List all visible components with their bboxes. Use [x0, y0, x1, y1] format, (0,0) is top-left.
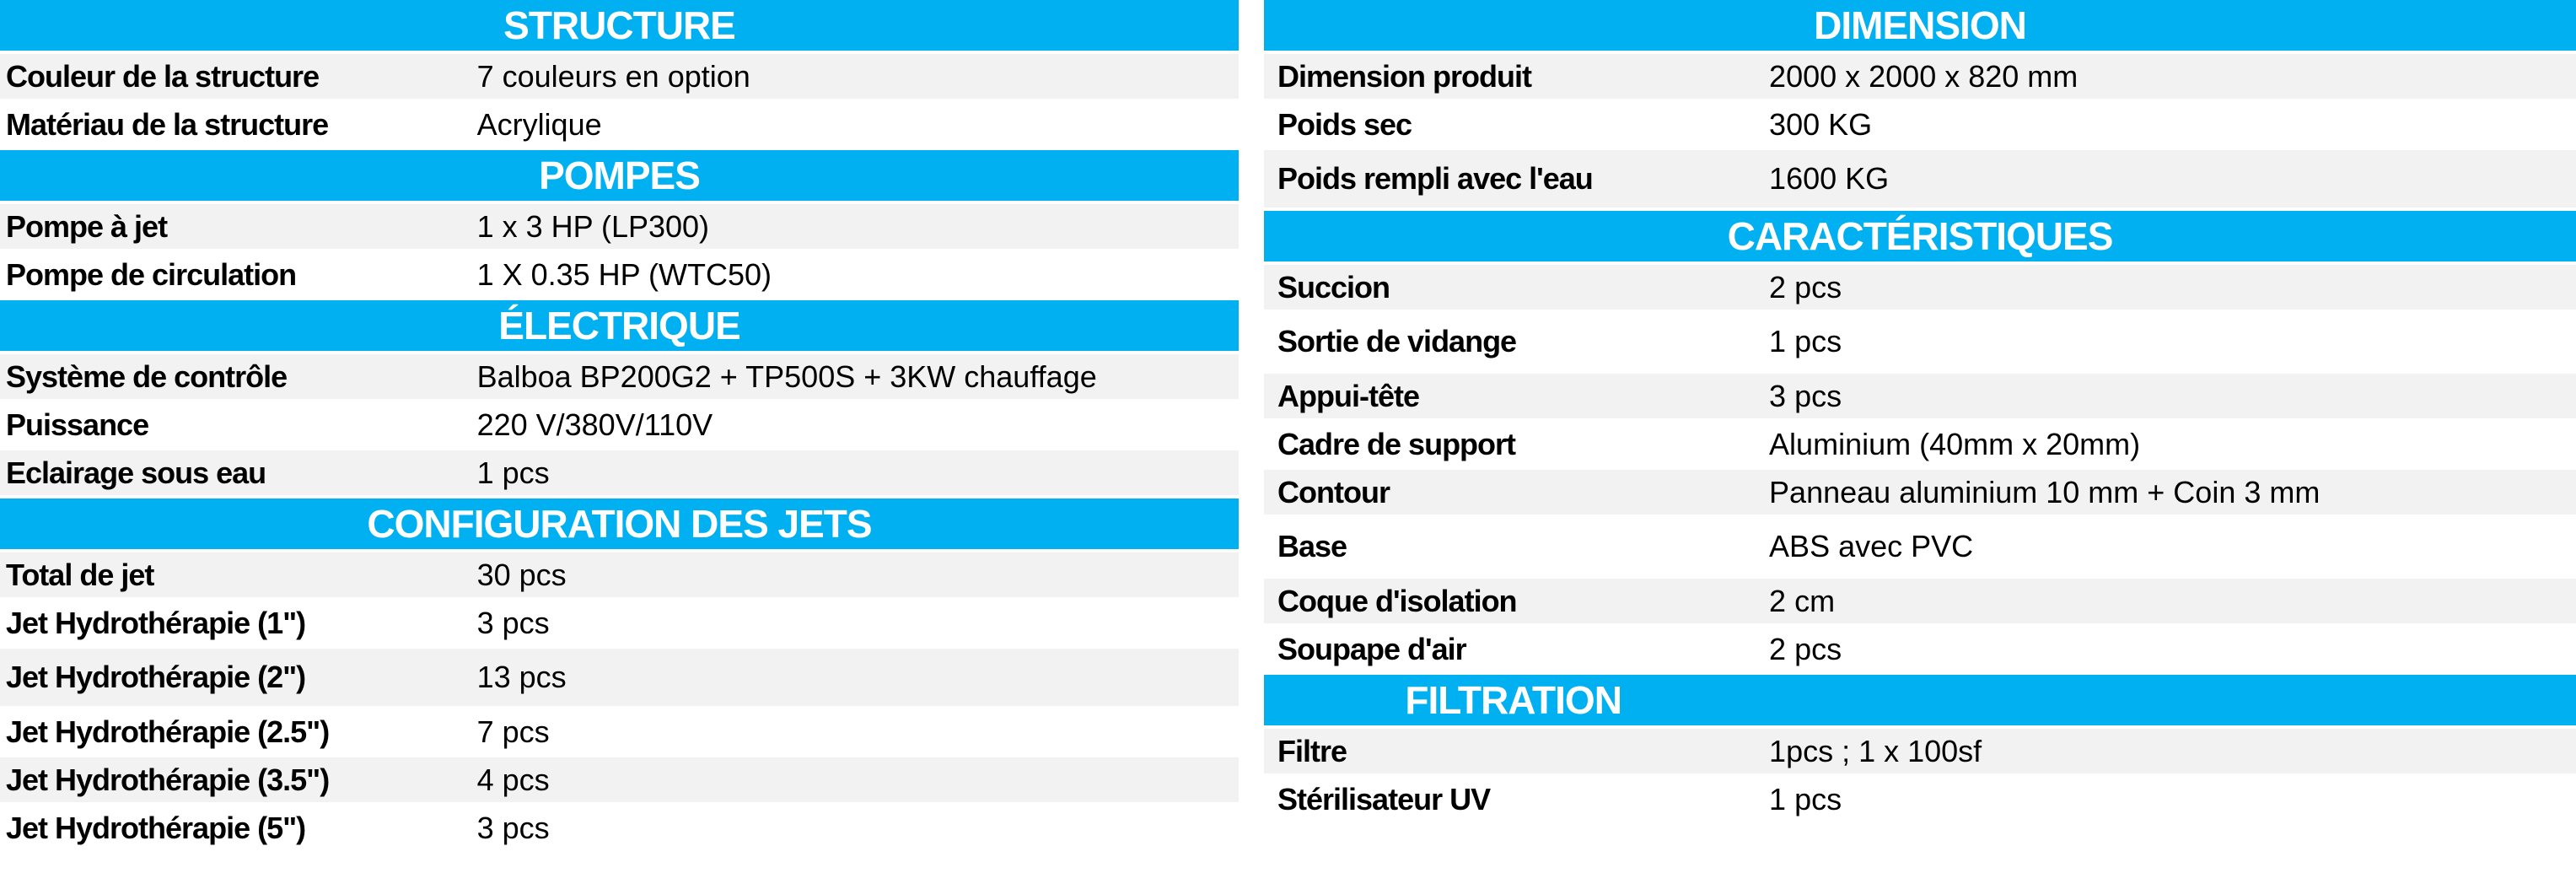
spec-label: Jet Hydrothérapie (2.5") — [6, 714, 330, 749]
spec-value: 2000 x 2000 x 820 mm — [1769, 58, 2079, 94]
section-header — [1264, 675, 2576, 729]
spec-label: Stérilisateur UV — [1277, 781, 1491, 816]
section-title: POMPES — [539, 154, 700, 197]
spec-value: 1pcs ; 1 x 100sf — [1769, 733, 1982, 768]
spec-label: Coque d'isolation — [1277, 583, 1517, 618]
right-spec-table — [1264, 0, 2576, 854]
section-header — [0, 498, 1239, 552]
spec-value: 4 pcs — [476, 762, 550, 797]
spec-row — [0, 450, 1239, 498]
spec-value: 2 cm — [1769, 583, 1836, 618]
spec-row — [1264, 729, 2576, 777]
section-header — [0, 0, 1239, 54]
spec-value: 1 pcs — [1769, 781, 1842, 816]
spec-label: Poids sec — [1277, 106, 1412, 142]
section-header — [1264, 211, 2576, 265]
spec-label: Succion — [1277, 269, 1390, 304]
spec-label: Base — [1277, 529, 1347, 563]
spec-row — [1264, 470, 2576, 518]
spec-value: 300 KG — [1769, 106, 1873, 142]
spec-value: 1600 KG — [1769, 161, 1890, 196]
spec-value: 1 pcs — [476, 455, 550, 490]
section-header — [0, 150, 1239, 204]
spec-row — [1264, 54, 2576, 102]
spec-label: Pompe de circulation — [6, 256, 297, 292]
spec-value: ABS avec PVC — [1769, 529, 1974, 563]
spec-value: 1 X 0.35 HP (WTC50) — [476, 256, 772, 292]
spec-label: Couleur de la structure — [6, 58, 320, 94]
spec-row — [0, 757, 1239, 806]
spec-row — [1264, 579, 2576, 627]
spec-label: Matériau de la structure — [6, 106, 329, 142]
section-header — [1264, 0, 2576, 54]
spec-row — [0, 354, 1239, 402]
section-title: CONFIGURATION DES JETS — [367, 502, 872, 546]
spec-label: Puissance — [6, 407, 149, 442]
section-title: DIMENSION — [1814, 3, 2026, 47]
spec-row — [1264, 150, 2576, 211]
table-gap — [1239, 0, 1264, 854]
spec-label: Filtre — [1277, 733, 1347, 768]
spec-label: Poids rempli avec l'eau — [1277, 161, 1593, 196]
spec-value: 220 V/380V/110V — [476, 407, 713, 442]
spec-row — [1264, 265, 2576, 313]
spec-value: 30 pcs — [476, 557, 567, 592]
spec-label: Contour — [1277, 474, 1390, 509]
spec-label: Jet Hydrothérapie (2") — [6, 660, 306, 694]
spec-value: 3 pcs — [1769, 378, 1842, 413]
section-title: FILTRATION — [1405, 678, 1621, 722]
spec-value: 1 x 3 HP (LP300) — [476, 208, 710, 244]
spec-label: Jet Hydrothérapie (1") — [6, 605, 306, 640]
spec-row — [0, 54, 1239, 102]
spec-value: 3 pcs — [476, 605, 550, 640]
spec-row — [0, 552, 1239, 601]
spec-row — [0, 402, 1239, 450]
spec-row — [1264, 102, 2576, 150]
spec-label: Jet Hydrothérapie (5") — [6, 810, 306, 845]
spec-value: Acrylique — [476, 106, 602, 142]
section-title: STRUCTURE — [503, 3, 735, 47]
spec-label: Pompe à jet — [6, 208, 168, 244]
spec-value: 7 couleurs en option — [476, 58, 750, 94]
spec-label: Total de jet — [6, 557, 154, 592]
spec-label: Eclairage sous eau — [6, 455, 266, 490]
spec-row — [0, 649, 1239, 709]
spec-row — [1264, 313, 2576, 374]
spec-value: 3 pcs — [476, 810, 550, 845]
spec-label: Dimension produit — [1277, 58, 1531, 94]
spec-row — [0, 204, 1239, 252]
spec-row — [0, 102, 1239, 150]
spec-row — [0, 709, 1239, 757]
spec-value: 7 pcs — [476, 714, 550, 749]
spec-label: Cadre de support — [1277, 426, 1516, 461]
spec-row — [0, 601, 1239, 649]
spec-row — [0, 252, 1239, 300]
spec-label: Soupape d'air — [1277, 631, 1466, 666]
spec-row — [1264, 374, 2576, 422]
spec-value: Aluminium (40mm x 20mm) — [1769, 426, 2141, 461]
spec-label: Sortie de vidange — [1277, 324, 1517, 358]
section-title: CARACTÉRISTIQUES — [1727, 214, 2113, 258]
spec-row — [0, 806, 1239, 854]
spec-value: 2 pcs — [1769, 269, 1842, 304]
spec-value: 2 pcs — [1769, 631, 1842, 666]
spec-label: Appui-tête — [1277, 378, 1419, 413]
spec-row — [1264, 518, 2576, 579]
spec-row — [1264, 777, 2576, 825]
spec-row — [1264, 422, 2576, 470]
spec-value: Balboa BP200G2 + TP500S + 3KW chauffage — [476, 358, 1097, 394]
spec-value: 13 pcs — [476, 660, 567, 694]
spec-value: 1 pcs — [1769, 324, 1842, 358]
left-spec-table — [0, 0, 1239, 854]
spec-value: Panneau aluminium 10 mm + Coin 3 mm — [1769, 474, 2321, 509]
section-title: ÉLECTRIQUE — [498, 304, 740, 348]
section-header — [0, 300, 1239, 354]
spec-label: Système de contrôle — [6, 358, 288, 394]
spec-row — [1264, 627, 2576, 675]
spec-label: Jet Hydrothérapie (3.5") — [6, 762, 330, 797]
